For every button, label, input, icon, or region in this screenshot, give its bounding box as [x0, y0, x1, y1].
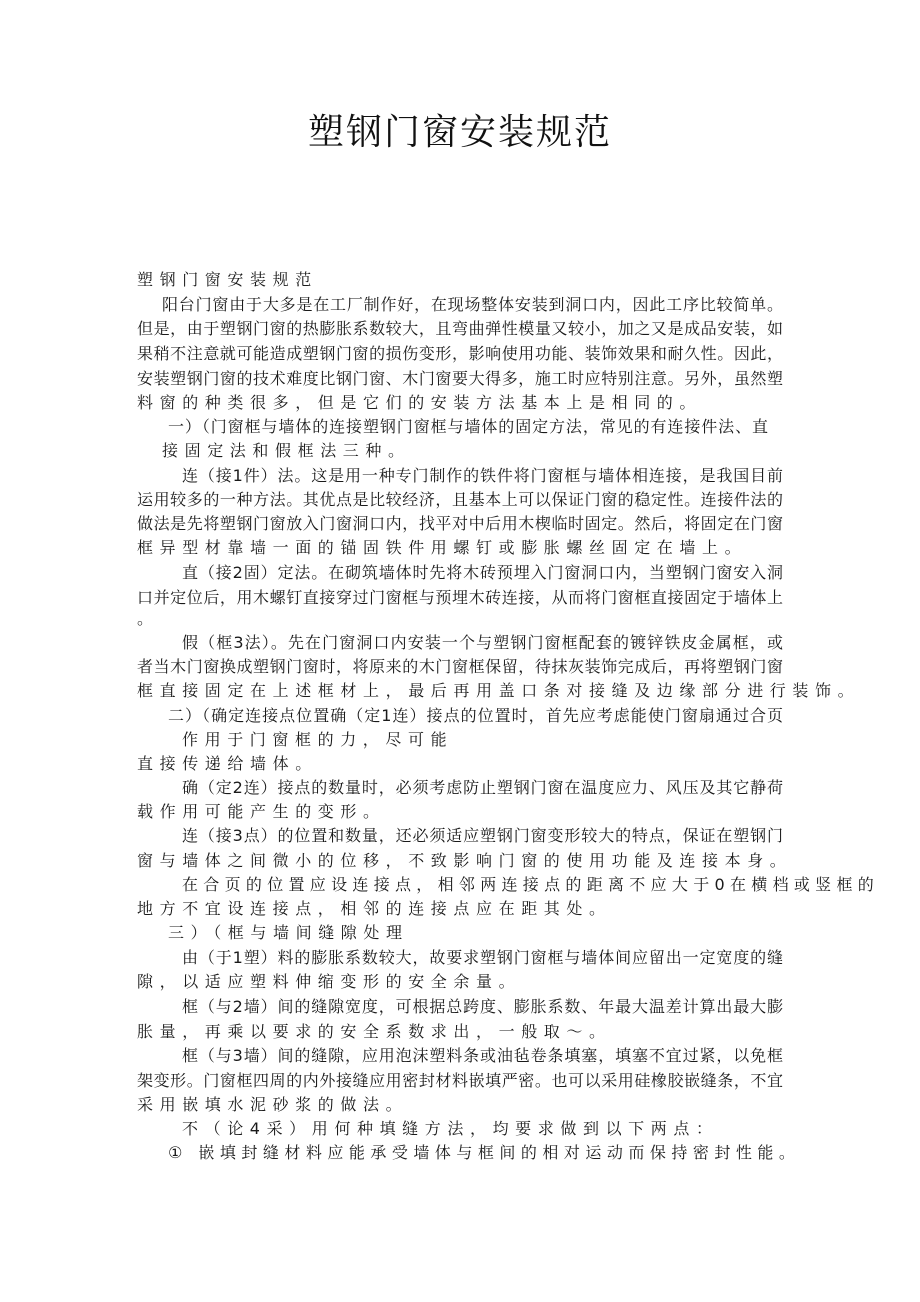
- text-line: 者当木门窗换成塑钢门窗时，将原来的木门窗框保留，待抹灰装饰完成后，再将塑钢门窗: [137, 657, 783, 676]
- text-line: 阳台门窗由于大多是在工厂制作好，在现场整体安装到洞口内，因此工序比较简单。: [162, 295, 783, 314]
- text-line: 框（与3墙）间的缝隙，应用泡沫塑料条或油毡卷条填塞，填塞不宜过紧，以免框: [182, 1046, 783, 1065]
- list-item: ① 嵌填封缝材料应能承受墙体与框间的相对运动而保持密封性能。: [168, 1143, 801, 1162]
- text-line: 安装塑钢门窗的技术难度比钢门窗、木门窗要大得多，施工时应特别注意。另外，虽然塑: [137, 369, 783, 388]
- text-line: 连（接3点）的位置和数量，还必须适应塑钢门窗变形较大的特点，保证在塑钢门: [182, 826, 783, 845]
- text-line: 口并定位后，用木螺钉直接穿过门窗框与预埋木砖连接，从而将门窗框直接固定于墙体上: [137, 588, 783, 607]
- text-line: 框异型材靠墙一面的锚固铁件用螺钉或膨胀螺丝固定在墙上。: [137, 538, 748, 557]
- text-line: 隙，以适应塑料伸缩变形的安全余量。: [137, 972, 522, 991]
- section-heading: 三）（框与墙间缝隙处理: [168, 923, 409, 942]
- text-line: 不（论4采）用何种填缝方法，均要求做到以下两点：: [182, 1119, 719, 1138]
- text-line: 果稍不注意就可能造成塑钢门窗的损伤变形，影响使用功能、装饰效果和耐久性。因此，: [137, 344, 783, 363]
- text-line: 做法是先将塑钢门窗放入门窗洞口内，找平对中后用木楔临时固定。然后，将固定在门窗: [137, 514, 783, 533]
- text-line: 直（接2固）定法。在砌筑墙体时先将木砖预埋入门窗洞口内，当塑钢门窗安入洞: [182, 563, 783, 582]
- subtitle: 塑钢门窗安装规范: [137, 270, 318, 289]
- text-line: 地方不宜设连接点，相邻的连接点应在距其处。: [137, 899, 612, 918]
- text-line: 假（框3法）。先在门窗洞口内安装一个与塑钢门窗框配套的镀锌铁皮金属框，或: [182, 633, 783, 652]
- text-line: 运用较多的一种方法。其优点是比较经济，且基本上可以保证门窗的稳定性。连接件法的: [137, 490, 783, 509]
- text-line: 在合页的位置应设连接点，相邻两连接点的距离不应大于0在横档或竖框的: [182, 875, 880, 894]
- section-heading: 二）（确定连接点位置确（定1连）接点的位置时，首先应考虑能使门窗扇通过合页: [168, 706, 783, 725]
- text-line: 但是，由于塑钢门窗的热膨胀系数较大，且弯曲弹性模量又较小，加之又是成品安装，如: [137, 319, 783, 338]
- text-line: 窗与墙体之间微小的位移，不致影响门窗的使用功能及连接本身。: [137, 851, 793, 870]
- text-line: 采用嵌填水泥砂浆的做法。: [137, 1095, 409, 1114]
- section-heading: 一）（门窗框与墙体的连接塑钢门窗框与墙体的固定方法，常见的有连接件法、直: [168, 417, 768, 436]
- text-line: 连（接1件）法。这是用一种专门制作的铁件将门窗框与墙体相连接，是我国目前: [182, 466, 783, 485]
- text-line: 框（与2墙）间的缝隙宽度，可根据总跨度、膨胀系数、年最大温差计算出最大膨: [182, 997, 783, 1016]
- text-line: 确（定2连）接点的数量时，必须考虑防止塑钢门窗在温度应力、风压及其它静荷: [182, 778, 783, 797]
- text-line: 框直接固定在上述框材上，最后再用盖口条对接缝及边缘部分进行装饰。: [137, 681, 861, 700]
- text-line: 由（于1塑）料的膨胀系数较大，故要求塑钢门窗框与墙体间应留出一定宽度的缝: [182, 948, 783, 967]
- text-line: 料窗的种类很多，但是它们的安装方法基本上是相同的。: [137, 393, 703, 412]
- text-line: 接固定法和假框法三种。: [162, 441, 411, 460]
- text-line: 载作用可能产生的变形。: [137, 802, 386, 821]
- document-title: 塑钢门窗安装规范: [307, 112, 612, 153]
- text-line: 。: [137, 609, 160, 628]
- text-line: 架变形。门窗框四周的内外接缝应用密封材料嵌填严密。也可以采用硅橡胶嵌缝条，不宜: [137, 1071, 783, 1090]
- text-line: 胀量，再乘以要求的安全系数求出，一般取～。: [137, 1022, 612, 1041]
- text-line: 直接传递给墙体。: [137, 754, 318, 773]
- text-line: 作用于门窗框的力，尽可能: [182, 730, 454, 749]
